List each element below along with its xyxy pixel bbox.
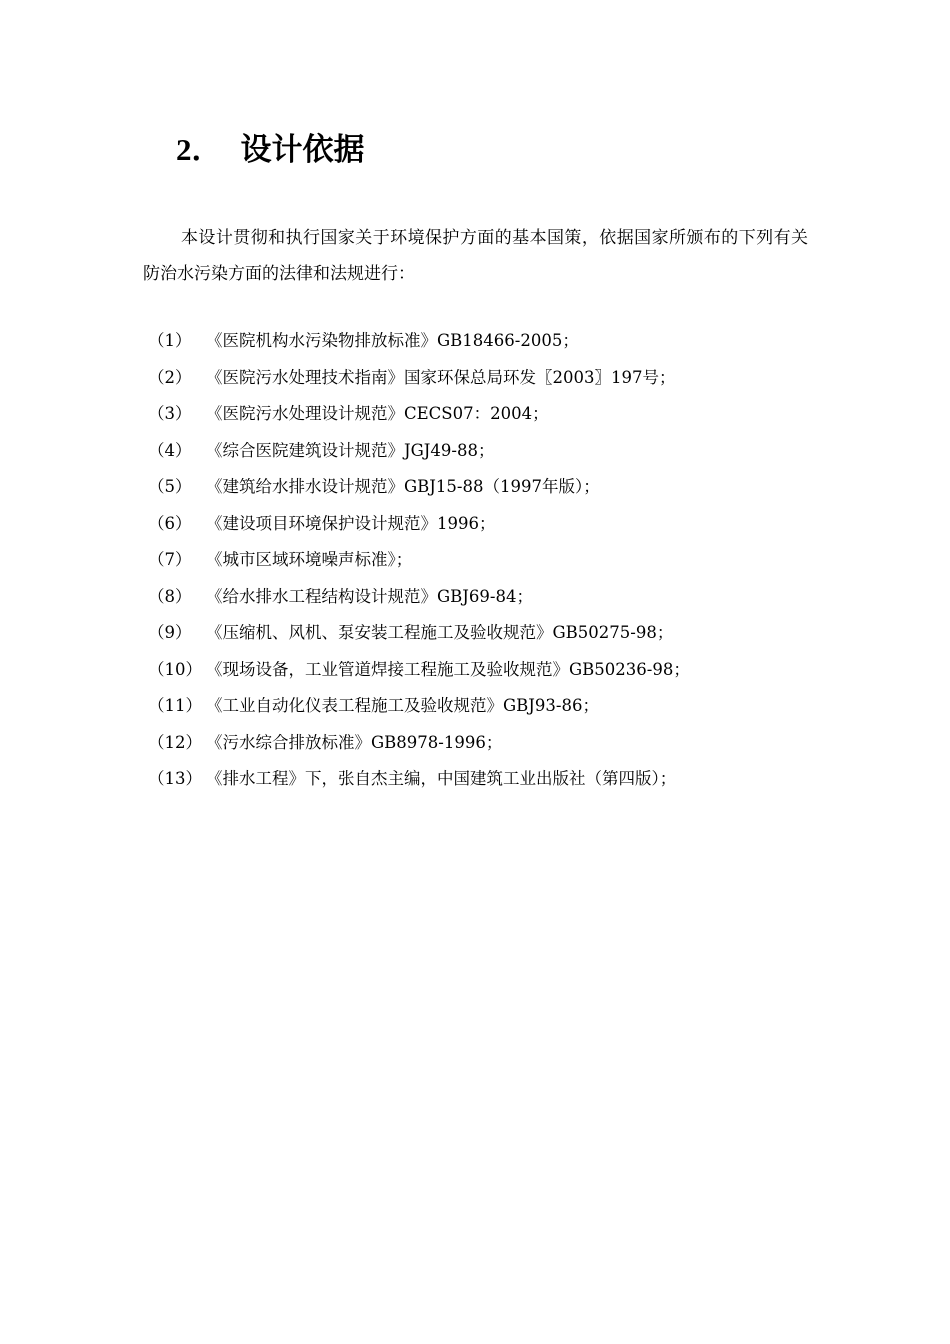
reference-index: （13）: [148, 769, 202, 788]
reference-item: [148, 761, 848, 798]
reference-text: 《污水综合排放标准》GB8978-1996；: [206, 732, 503, 752]
reference-text: 《工业自动化仪表工程施工及验收规范》GBJ93-86；: [206, 696, 599, 715]
section-number: 2．: [176, 132, 223, 167]
reference-item: [148, 323, 848, 360]
reference-text: 《给水排水工程结构设计规范》GBJ69-84；: [206, 586, 533, 606]
reference-index: （9）: [148, 623, 192, 642]
reference-index: （7）: [148, 550, 192, 569]
reference-index: （4）: [148, 440, 192, 460]
reference-text: 《医院污水处理设计规范》CECS07：2004；: [206, 404, 549, 423]
reference-text: 《现场设备，工业管道焊接工程施工及验收规范》GB50236-98；: [206, 659, 690, 679]
reference-index: （12）: [148, 732, 202, 752]
reference-item: [148, 542, 848, 579]
reference-text: 《综合医院建筑设计规范》JGJ49-88；: [206, 440, 495, 460]
reference-index: （11）: [148, 696, 202, 715]
reference-text: 《压缩机、风机、泵安装工程施工及验收规范》GB50275-98；: [206, 623, 674, 642]
reference-index: （3）: [148, 404, 192, 423]
reference-item: [148, 506, 848, 543]
reference-item: [148, 725, 848, 762]
reference-text: 《建筑给水排水设计规范》GBJ15-88（1997年版）；: [206, 477, 600, 496]
reference-item: [148, 615, 848, 652]
reference-text: 《排水工程》下，张自杰主编，中国建筑工业出版社（第四版）；: [206, 769, 677, 788]
reference-text: 《医院污水处理技术指南》国家环保总局环发〖2003〗197号；: [206, 367, 676, 387]
section-heading: [176, 128, 365, 172]
reference-index: （2）: [148, 367, 192, 387]
reference-item: [148, 469, 848, 506]
reference-list: [148, 323, 848, 798]
reference-text: 《城市区域环境噪声标准》；: [206, 550, 413, 569]
reference-text: 《医院机构水污染物排放标准》GB18466-2005；: [206, 331, 579, 350]
reference-index: （5）: [148, 477, 192, 496]
reference-text: 《建设项目环境保护设计规范》1996；: [206, 513, 496, 533]
reference-index: （1）: [148, 331, 192, 350]
reference-item: [148, 433, 848, 470]
reference-item: [148, 360, 848, 397]
intro-paragraph: 本设计贯彻和执行国家关于环境保护方面的基本国策，依据国家所颁布的下列有关防治水污染方面的法律和法规进行：: [143, 228, 808, 284]
reference-item: [148, 652, 848, 689]
section-title: 设计依据: [240, 132, 365, 168]
reference-index: （10）: [148, 659, 202, 679]
reference-index: （6）: [148, 513, 192, 533]
reference-item: [148, 579, 848, 616]
reference-item: [148, 396, 848, 433]
reference-index: （8）: [148, 586, 192, 606]
reference-item: [148, 688, 848, 725]
